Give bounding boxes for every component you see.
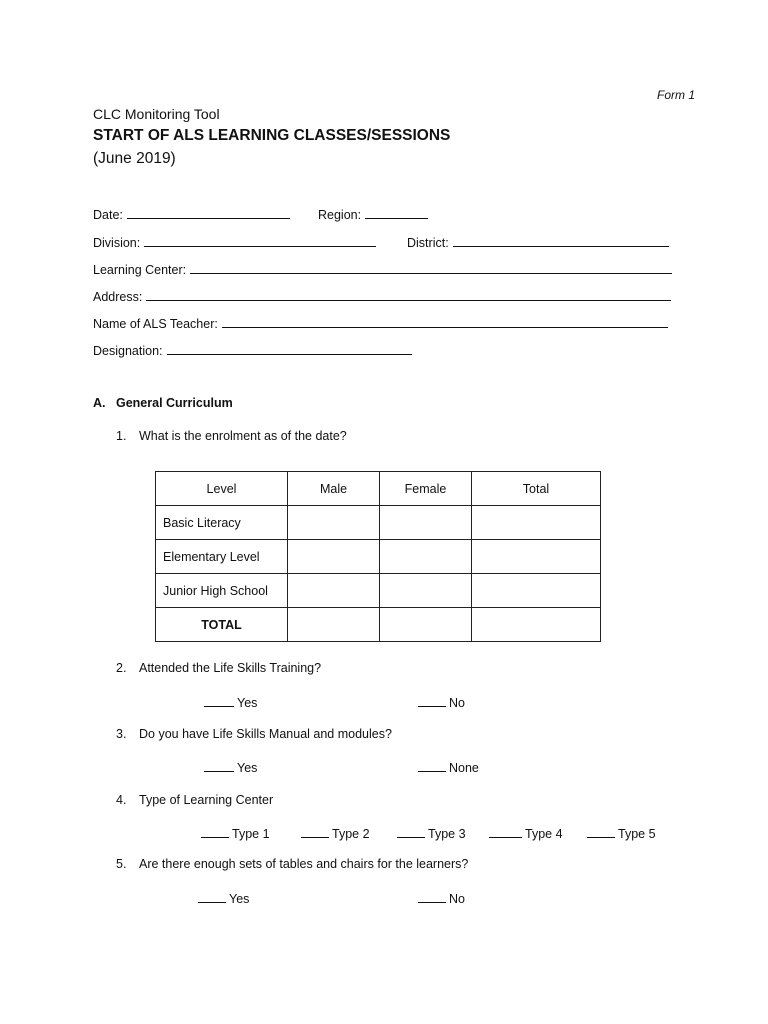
row-label: TOTAL [156, 608, 288, 642]
table-cell[interactable] [288, 506, 380, 540]
table-cell[interactable] [288, 574, 380, 608]
district-label: District: [407, 236, 449, 250]
district-blank[interactable] [453, 234, 669, 247]
option-yes[interactable] [204, 694, 257, 710]
question-2 [116, 661, 321, 675]
region-blank[interactable] [365, 206, 428, 219]
form-number: Form 1 [657, 88, 696, 102]
learning-center-label: Learning Center: [93, 263, 187, 277]
option-label: Type 2 [332, 827, 370, 841]
region-label: Region: [318, 208, 362, 222]
table-cell[interactable] [380, 540, 472, 574]
table-cell[interactable] [380, 574, 472, 608]
option-type-5[interactable] [587, 825, 656, 841]
row-label: Elementary Level [156, 540, 288, 574]
designation-label: Designation: [93, 344, 163, 358]
table-cell[interactable] [472, 506, 601, 540]
table-row [156, 540, 601, 574]
option-type-2[interactable] [301, 825, 370, 841]
question-number: 3. [116, 727, 127, 741]
option-type-4[interactable] [489, 825, 563, 841]
question-text: Are there enough sets of tables and chairs for the learners? [139, 857, 469, 871]
teacher-field [93, 315, 668, 331]
date-label: Date: [93, 208, 123, 222]
district-field [407, 234, 669, 250]
question-3 [116, 727, 392, 741]
option-type-3[interactable] [397, 825, 466, 841]
question-text: Do you have Life Skills Manual and modules? [139, 727, 392, 741]
table-cell[interactable] [288, 540, 380, 574]
division-label: Division: [93, 236, 141, 250]
question-text: Attended the Life Skills Training? [139, 661, 322, 675]
option-no[interactable] [418, 694, 465, 710]
option-label: Yes [237, 761, 258, 775]
option-type-1[interactable] [201, 825, 270, 841]
section-letter: A. [93, 396, 106, 410]
table-row [156, 574, 601, 608]
table-header-row [156, 472, 601, 506]
region-field [318, 206, 428, 222]
period: (June 2019) [93, 150, 176, 167]
question-number: 4. [116, 793, 127, 807]
option-label: None [449, 761, 479, 775]
designation-blank[interactable] [167, 342, 412, 355]
table-row [156, 608, 601, 642]
learning-center-field [93, 261, 672, 277]
option-label: Type 4 [525, 827, 563, 841]
question-number: 1. [116, 429, 127, 443]
designation-field [93, 342, 412, 358]
column-header: Level [156, 472, 288, 506]
enrolment-table [155, 471, 601, 642]
question-1 [116, 429, 347, 443]
option-none[interactable] [418, 759, 479, 775]
section-heading [93, 396, 233, 410]
question-4 [116, 793, 273, 807]
tool-name: CLC Monitoring Tool [93, 106, 220, 122]
question-number: 5. [116, 857, 127, 871]
option-label: Type 3 [428, 827, 466, 841]
address-field [93, 288, 671, 304]
option-label: No [449, 892, 465, 906]
option-yes[interactable] [198, 890, 249, 906]
question-5 [116, 857, 468, 871]
section-title: General Curriculum [116, 396, 233, 410]
row-label: Basic Literacy [156, 506, 288, 540]
table-cell[interactable] [380, 608, 472, 642]
question-text: What is the enrolment as of the date? [139, 429, 347, 443]
date-blank[interactable] [127, 206, 290, 219]
address-label: Address: [93, 290, 143, 304]
table-cell[interactable] [472, 608, 601, 642]
option-label: No [449, 696, 465, 710]
row-label: Junior High School [156, 574, 288, 608]
division-field [93, 234, 376, 250]
question-number: 2. [116, 661, 127, 675]
table-cell[interactable] [472, 540, 601, 574]
table-row [156, 506, 601, 540]
option-label: Yes [237, 696, 258, 710]
table-cell[interactable] [380, 506, 472, 540]
table-cell[interactable] [288, 608, 380, 642]
table-cell[interactable] [472, 574, 601, 608]
option-label: Yes [229, 892, 250, 906]
address-blank[interactable] [146, 288, 671, 301]
column-header: Female [380, 472, 472, 506]
teacher-blank[interactable] [222, 315, 668, 328]
teacher-label: Name of ALS Teacher: [93, 317, 218, 331]
learning-center-blank[interactable] [190, 261, 672, 274]
date-field [93, 206, 290, 222]
column-header: Male [288, 472, 380, 506]
division-blank[interactable] [144, 234, 376, 247]
option-no[interactable] [418, 890, 465, 906]
question-text: Type of Learning Center [139, 793, 274, 807]
option-yes[interactable] [204, 759, 257, 775]
option-label: Type 1 [232, 827, 270, 841]
column-header: Total [472, 472, 601, 506]
option-label: Type 5 [618, 827, 656, 841]
page-title: START OF ALS LEARNING CLASSES/SESSIONS [93, 127, 451, 144]
